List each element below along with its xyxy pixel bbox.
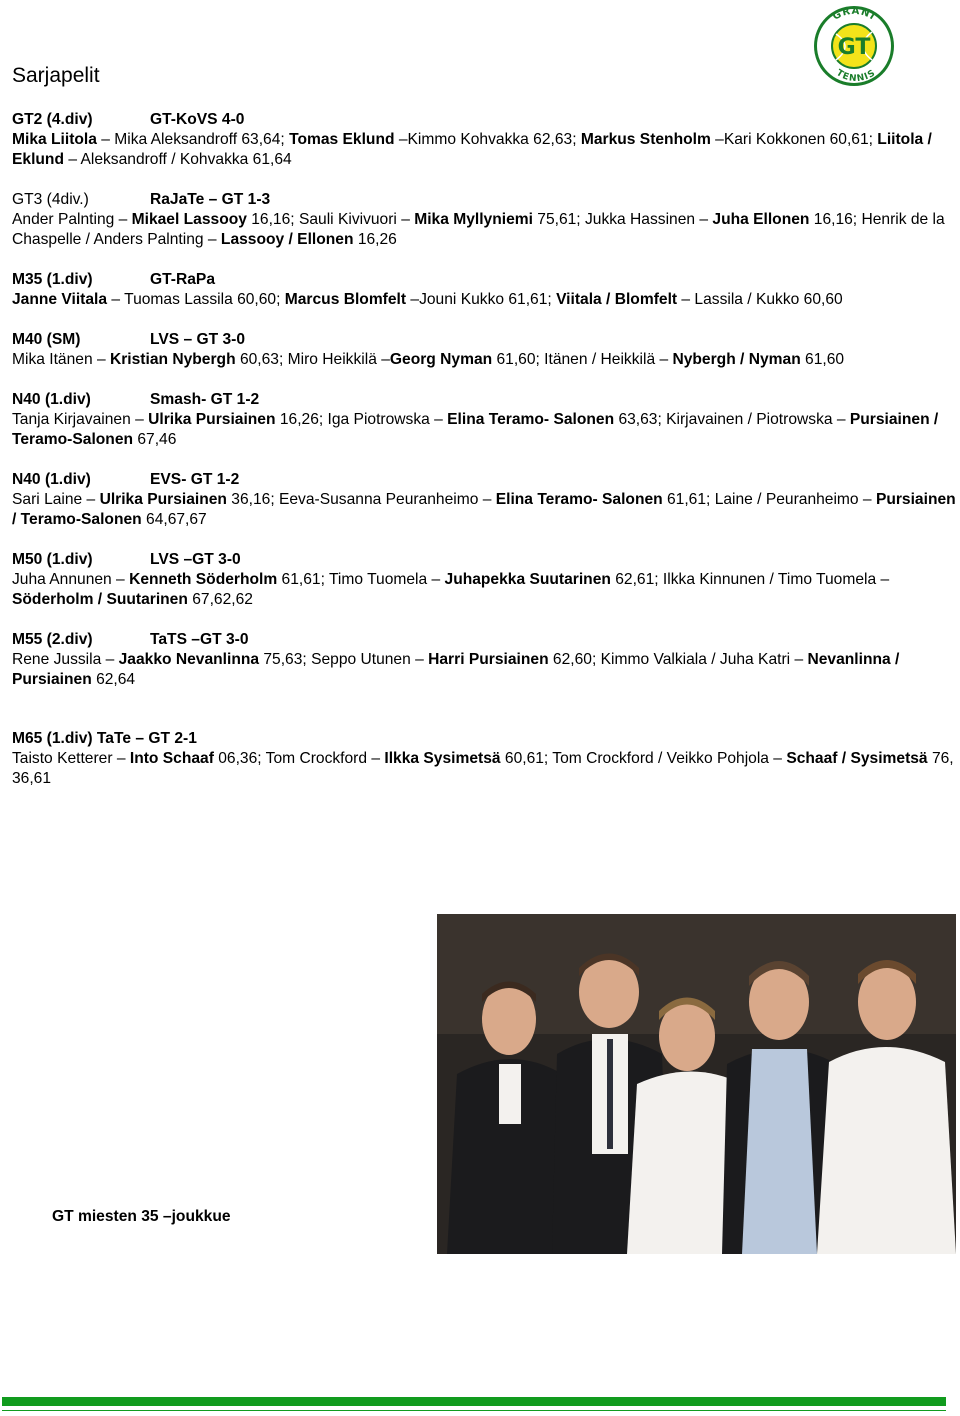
- result-text: 62,61; Ilkka Kinnunen / Timo Tuomela –: [610, 571, 890, 588]
- result-block: [12, 550, 958, 610]
- result-header: [12, 270, 958, 290]
- gt-player-name: Ulrika Pursiainen: [99, 491, 227, 508]
- result-text: – Tuomas Lassila 60,60;: [107, 291, 285, 308]
- result-body: [12, 350, 958, 370]
- result-header: [12, 190, 958, 210]
- result-block: [12, 390, 958, 450]
- gt-player-name: Marcus Blomfelt: [284, 291, 407, 308]
- result-text: 62,60; Kimmo Valkiala / Juha Katri –: [548, 651, 808, 668]
- match-label: LVS –GT 3-0: [150, 551, 241, 568]
- gt-player-name: Ulrika Pursiainen: [148, 411, 276, 428]
- result-text: 61,60; Itänen / Heikkilä –: [492, 351, 673, 368]
- division-label: M35 (1.div): [12, 271, 93, 288]
- gt-player-name: Ilkka Sysimetsä: [384, 750, 501, 767]
- result-text: – Aleksandroff / Kohvakka 61,64: [63, 151, 292, 168]
- result-text: 75,63; Seppo Utunen –: [259, 651, 429, 668]
- gt-player-name: Juhapekka Suutarinen: [444, 571, 611, 588]
- gt-player-name: Juha Ellonen: [712, 211, 810, 228]
- gt-player-name: Elina Teramo- Salonen: [495, 491, 663, 508]
- result-header: [12, 729, 958, 749]
- footer-line: [2, 1410, 946, 1411]
- gt-player-name: Kristian Nybergh: [109, 351, 236, 368]
- gt-player-name: Harri Pursiainen: [428, 651, 549, 668]
- gt-player-name: Mika Myllyniemi: [414, 211, 533, 228]
- result-text: 16,16; Henrik de la Chaspelle / Anders Palnting –: [12, 211, 945, 248]
- result-block: [12, 330, 958, 370]
- division-label: GT2 (4.div): [12, 111, 93, 128]
- result-body: [12, 749, 958, 789]
- gt-player-name: Jaakko Nevanlinna: [118, 651, 260, 668]
- match-label: GT-KoVS 4-0: [150, 111, 245, 128]
- result-text: Mika Itänen –: [12, 351, 110, 368]
- result-body: [12, 570, 958, 610]
- gt-player-name: Pursiainen / Teramo-Salonen: [12, 411, 939, 448]
- result-text: 67,62,62: [187, 591, 253, 608]
- gt-player-name: Söderholm / Suutarinen: [12, 591, 188, 608]
- gt-player-name: Mikael Lassooy: [131, 211, 247, 228]
- result-text: 60,63; Miro Heikkilä –: [235, 351, 390, 368]
- gt-player-name: Mika Liitola: [12, 131, 97, 148]
- division-label: N40 (1.div): [12, 471, 91, 488]
- result-text: – Lassila / Kukko 60,60: [677, 291, 843, 308]
- result-text: –Kari Kokkonen 60,61;: [710, 131, 878, 148]
- result-block: [12, 630, 958, 690]
- result-text: Tanja Kirjavainen –: [12, 411, 149, 428]
- match-label: RaJaTe – GT 1-3: [150, 191, 271, 208]
- result-header: [12, 390, 958, 410]
- result-body: [12, 490, 958, 530]
- gt-player-name: Schaaf / Sysimetsä: [786, 750, 928, 767]
- result-header: [12, 110, 958, 130]
- result-block: [12, 729, 958, 789]
- gt-player-name: Janne Viitala: [12, 291, 108, 308]
- result-block: [12, 470, 958, 530]
- result-header: [12, 470, 958, 490]
- logo-bottom-text: TENNIS: [834, 68, 878, 85]
- result-text: Sari Laine –: [12, 491, 100, 508]
- division-label: M65 (1.div) TaTe – GT 2-1: [12, 730, 197, 747]
- gt-player-name: Tomas Eklund: [289, 131, 395, 148]
- result-text: 61,61; Timo Tuomela –: [277, 571, 445, 588]
- gt-player-name: Viitala / Blomfelt: [556, 291, 678, 308]
- result-text: 06,36; Tom Crockford –: [213, 750, 385, 767]
- result-text: 63,63; Kirjavainen / Piotrowska –: [614, 411, 850, 428]
- division-label: M40 (SM): [12, 331, 81, 348]
- grani-tennis-logo: [806, 2, 902, 90]
- match-label: LVS – GT 3-0: [150, 331, 246, 348]
- result-text: Rene Jussila –: [12, 651, 119, 668]
- logo-center-text: GT: [837, 35, 871, 60]
- result-text: 61,61; Laine / Peuranheimo –: [662, 491, 876, 508]
- result-body: [12, 410, 958, 450]
- result-header: [12, 630, 958, 650]
- gt-player-name: Lassooy / Ellonen: [220, 231, 354, 248]
- result-text: 64,67,67: [141, 511, 207, 528]
- result-text: 16,26; Iga Piotrowska –: [275, 411, 448, 428]
- match-label: TaTS –GT 3-0: [150, 631, 249, 648]
- photo-caption: GT miesten 35 –joukkue: [52, 1208, 231, 1225]
- team-photo-illustration: [437, 914, 956, 1254]
- result-text: Ander Palnting –: [12, 211, 132, 228]
- result-text: 61,60: [800, 351, 845, 368]
- result-body: [12, 210, 958, 250]
- result-text: 76, 36,61: [12, 750, 954, 787]
- logo-top-text: GRANI: [831, 5, 878, 23]
- gt-player-name: Liitola / Eklund: [12, 131, 932, 168]
- gt-player-name: Pursiainen / Teramo-Salonen: [12, 491, 956, 528]
- result-text: – Mika Aleksandroff 63,64;: [96, 131, 290, 148]
- result-text: Taisto Ketterer –: [12, 750, 130, 767]
- team-photo: [437, 914, 956, 1254]
- result-text: 60,61; Tom Crockford / Veikko Pohjola –: [500, 750, 787, 767]
- result-body: [12, 130, 958, 170]
- result-header: [12, 330, 958, 350]
- result-text: –Jouni Kukko 61,61;: [406, 291, 557, 308]
- gt-player-name: Elina Teramo- Salonen: [447, 411, 615, 428]
- result-block: [12, 110, 958, 170]
- result-block: [12, 270, 958, 310]
- gt-player-name: Into Schaaf: [129, 750, 214, 767]
- result-text: 67,46: [133, 431, 177, 448]
- results-list: [12, 110, 958, 789]
- result-body: [12, 650, 958, 690]
- result-text: Juha Annunen –: [12, 571, 130, 588]
- result-block: [12, 190, 958, 250]
- footer-bar: [2, 1397, 946, 1406]
- division-label: M50 (1.div): [12, 551, 93, 568]
- page-title: Sarjapelit: [12, 64, 100, 87]
- division-label: GT3 (4div.): [12, 191, 89, 208]
- match-label: GT-RaPa: [150, 271, 215, 288]
- result-body: [12, 290, 958, 310]
- result-text: –Kimmo Kohvakka 62,63;: [394, 131, 581, 148]
- gt-player-name: Nybergh / Nyman: [672, 351, 801, 368]
- gt-player-name: Kenneth Söderholm: [129, 571, 278, 588]
- match-label: Smash- GT 1-2: [150, 391, 260, 408]
- division-label: M55 (2.div): [12, 631, 93, 648]
- gt-player-name: Georg Nyman: [389, 351, 493, 368]
- gt-player-name: Markus Stenholm: [580, 131, 711, 148]
- gt-player-name: Nevanlinna / Pursiainen: [12, 651, 900, 688]
- division-label: N40 (1.div): [12, 391, 91, 408]
- result-text: 36,16; Eeva-Susanna Peuranheimo –: [226, 491, 496, 508]
- match-label: EVS- GT 1-2: [150, 471, 240, 488]
- result-text: 16,16; Sauli Kivivuori –: [246, 211, 415, 228]
- result-header: [12, 550, 958, 570]
- result-text: 62,64: [91, 671, 136, 688]
- result-text: 16,26: [353, 231, 397, 248]
- result-text: 75,61; Jukka Hassinen –: [532, 211, 713, 228]
